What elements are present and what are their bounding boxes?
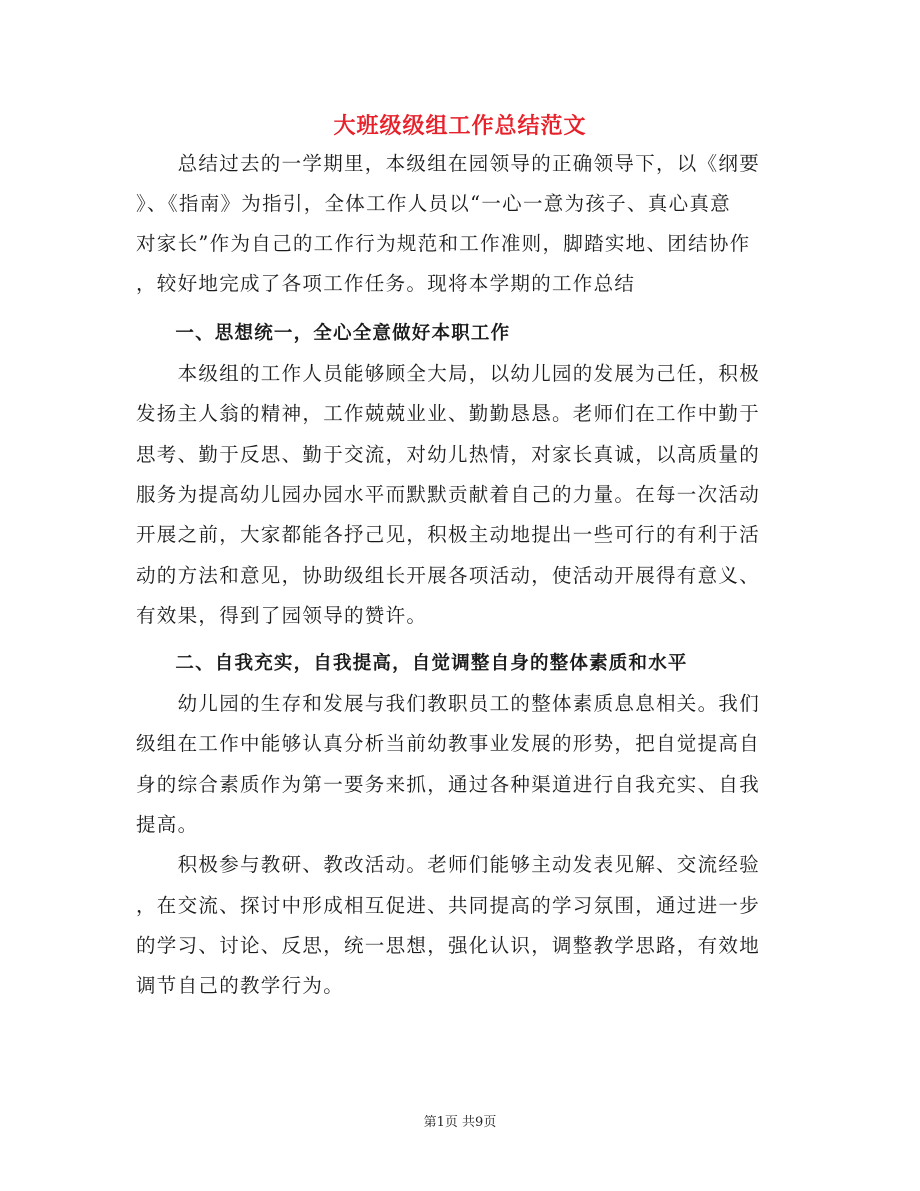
paragraph-line: ，在交流、探讨中形成相互促进、共同提高的学习氛围，通过进一步 — [136, 894, 761, 917]
paragraph-line: 身的综合素质作为第一要务来抓，通过各种渠道进行自我充实、自我 — [136, 773, 761, 796]
paragraph-line: 总结过去的一学期里，本级组在园领导的正确领导下，以《纲要 — [136, 152, 761, 175]
paragraph-line: 服务为提高幼儿园办园水平而默默贡献着自己的力量。在每一次活动 — [136, 483, 761, 506]
paragraph-line: 的学习、讨论、反思，统一思想，强化认识，调整教学思路，有效地 — [136, 934, 761, 957]
paragraph-line: ，较好地完成了各项工作任务。现将本学期的工作总结 — [136, 272, 636, 295]
section-heading-2: 二、自我充实，自我提高，自觉调整自身的整体素质和水平 — [136, 653, 688, 674]
page-number: 第1页 共9页 — [423, 1115, 497, 1130]
paragraph-line: 》、《指南》为指引，全体工作人员以“一心一意为孩子、真心真意 — [136, 192, 731, 215]
paragraph-line: 思考、勤于反思、勤于交流，对幼儿热情，对家长真诚，以高质量的 — [136, 443, 761, 466]
paragraph-line: 发扬主人翁的精神，工作兢兢业业、勤勤恳恳。老师们在工作中勤于 — [136, 402, 761, 425]
section-heading-1: 一、思想统一，全心全意做好本职工作 — [136, 323, 511, 344]
paragraph-line: 级组在工作中能够认真分析当前幼教事业发展的形势，把自觉提高自 — [136, 732, 761, 755]
paragraph-line: 本级组的工作人员能够顾全大局，以幼儿园的发展为己任，积极 — [136, 362, 761, 385]
paragraph-line: 调节自己的教学行为。 — [136, 974, 345, 997]
paragraph-line: 提高。 — [136, 813, 199, 836]
paragraph-line: 幼儿园的生存和发展与我们教职员工的整体素质息息相关。我们 — [136, 692, 761, 715]
paragraph-line: 开展之前，大家都能各抒己见，积极主动地提出一些可行的有利于活 — [136, 523, 761, 546]
document-title: 大班级级组工作总结范文 — [333, 113, 587, 139]
paragraph-line: 积极参与教研、教改活动。老师们能够主动发表见解、交流经验 — [136, 853, 761, 876]
paragraph-line: 动的方法和意见，协助级组长开展各项活动，使活动开展得有意义、 — [136, 564, 761, 587]
paragraph-line: 对家长”作为自己的工作行为规范和工作准则，脚踏实地、团结协作 — [136, 232, 751, 255]
paragraph-line: 有效果，得到了园领导的赞许。 — [136, 604, 428, 627]
